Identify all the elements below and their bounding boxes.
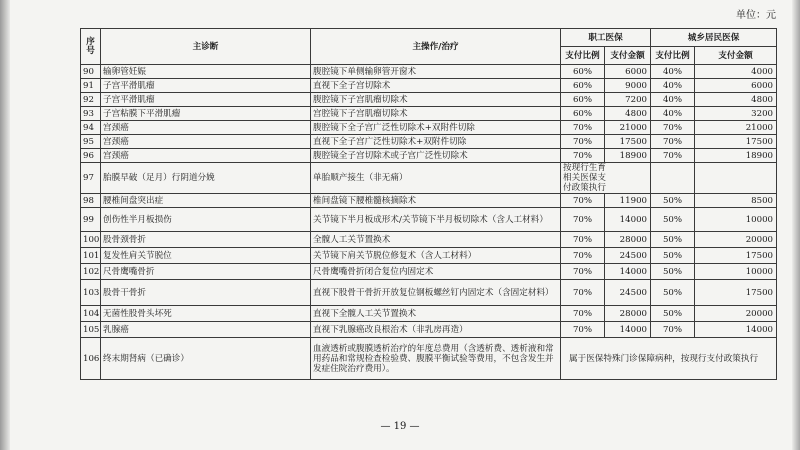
row-diagnosis: 无菌性股骨头坏死: [101, 306, 311, 322]
row-emp-amount: 11900: [605, 194, 651, 208]
row-res-amount: 6000: [695, 79, 777, 93]
row-procedure: 直视下全子宫广泛性切除术+双附件切除: [311, 135, 561, 149]
row-procedure: 腹腔镜下全子宫广泛性切除术+双附件切除: [311, 121, 561, 135]
row-res-amount: 17500: [695, 135, 777, 149]
row-res-amount: 17500: [695, 248, 777, 264]
page-number: — 19 —: [380, 421, 420, 432]
header-no: 序号: [81, 29, 101, 65]
header-diagnosis: 主诊断: [101, 29, 311, 65]
row-no: 101: [81, 248, 101, 264]
row-res-ratio: 50%: [651, 232, 695, 248]
row-diagnosis: 子宫平滑肌瘤: [101, 79, 311, 93]
page-left-shadow: [0, 0, 10, 450]
row-res-ratio: [651, 163, 695, 194]
row-res-ratio: 50%: [651, 280, 695, 306]
row-diagnosis: 宫颈癌: [101, 149, 311, 163]
table-row: [81, 79, 777, 93]
page-right-shadow: [792, 0, 800, 450]
table-row: [81, 163, 777, 194]
row-emp-amount: 21000: [605, 121, 651, 135]
row-emp-ratio: 70%: [561, 322, 605, 338]
row-no: 105: [81, 322, 101, 338]
table-row: [81, 121, 777, 135]
row-diagnosis: 复发性肩关节脱位: [101, 248, 311, 264]
row-procedure: 直视下股骨干骨折开放复位钢板螺丝钉内固定术（含固定材料）: [311, 280, 561, 306]
row-emp-ratio: 60%: [561, 107, 605, 121]
row-no: 95: [81, 135, 101, 149]
row-emp-amount: 28000: [605, 306, 651, 322]
unit-label: 单位：元: [736, 10, 776, 21]
row-procedure: 直视下乳腺癌改良根治术（非乳房再造）: [311, 322, 561, 338]
row-diagnosis: 尺骨鹰嘴骨折: [101, 264, 311, 280]
row-no: 103: [81, 280, 101, 306]
header-emp-ratio: 支付比例: [561, 47, 605, 65]
row-res-amount: 14000: [695, 322, 777, 338]
row-res-ratio: 70%: [651, 121, 695, 135]
row-procedure: 关节镜下半月板成形术/关节镜下半月板切除术（含人工材料）: [311, 208, 561, 232]
row-no: 91: [81, 79, 101, 93]
row-no: 90: [81, 65, 101, 79]
table-row: [81, 149, 777, 163]
row-emp-ratio: 60%: [561, 65, 605, 79]
row-res-ratio: 70%: [651, 322, 695, 338]
row-emp-amount: 14000: [605, 264, 651, 280]
row-diagnosis: 终末期肾病（已确诊）: [101, 338, 311, 380]
row-diagnosis: 子宫粘膜下平滑肌瘤: [101, 107, 311, 121]
row-procedure: 关节镜下肩关节脱位修复术（含人工材料）: [311, 248, 561, 264]
row-emp-ratio: 60%: [561, 79, 605, 93]
row-res-ratio: 40%: [651, 65, 695, 79]
header-employee: 职工医保: [561, 29, 651, 47]
table-row: [81, 322, 777, 338]
row-res-amount: 4800: [695, 93, 777, 107]
row-emp-ratio: 70%: [561, 208, 605, 232]
table-row: [81, 135, 777, 149]
payment-table: [80, 28, 777, 380]
row-emp-ratio: 70%: [561, 280, 605, 306]
table-row: [81, 107, 777, 121]
row-diagnosis: 胎膜早破（足月）行阴道分娩: [101, 163, 311, 194]
row-res-amount: [695, 163, 777, 194]
table-row: [81, 208, 777, 232]
row-no: 102: [81, 264, 101, 280]
row-procedure: 直视下全子宫切除术: [311, 79, 561, 93]
row-procedure: 腹腔镜下单侧输卵管开窗术: [311, 65, 561, 79]
row-res-ratio: 70%: [651, 149, 695, 163]
row-emp-amount: 6000: [605, 65, 651, 79]
row-procedure: 腹腔镜下子宫肌瘤切除术: [311, 93, 561, 107]
row-emp-ratio: 70%: [561, 135, 605, 149]
row-res-ratio: 40%: [651, 93, 695, 107]
row-diagnosis: 股骨颈骨折: [101, 232, 311, 248]
row-emp-amount: 7200: [605, 93, 651, 107]
table-row: [81, 280, 777, 306]
row-res-amount: 17500: [695, 280, 777, 306]
row-emp-amount: 14000: [605, 322, 651, 338]
row-emp-ratio: 70%: [561, 121, 605, 135]
row-maternity-policy: 按现行生育相关医保支付政策执行: [561, 163, 651, 194]
row-diagnosis: 宫颈癌: [101, 135, 311, 149]
row-diagnosis: 宫颈癌: [101, 121, 311, 135]
row-procedure: 椎间盘镜下腰椎髓核摘除术: [311, 194, 561, 208]
row-diagnosis: 股骨干骨折: [101, 280, 311, 306]
row-no: 92: [81, 93, 101, 107]
row-emp-ratio: 70%: [561, 248, 605, 264]
row-emp-amount: 28000: [605, 232, 651, 248]
row-no: 97: [81, 163, 101, 194]
row-res-ratio: 70%: [651, 135, 695, 149]
row-no: 94: [81, 121, 101, 135]
row-res-amount: 20000: [695, 232, 777, 248]
table-row: [81, 306, 777, 322]
row-no: 96: [81, 149, 101, 163]
row-res-ratio: 50%: [651, 208, 695, 232]
row-procedure: 尺骨鹰嘴骨折闭合复位内固定术: [311, 264, 561, 280]
row-emp-ratio: 70%: [561, 264, 605, 280]
table-row: [81, 248, 777, 264]
table-row: [81, 65, 777, 79]
header-res-amount: 支付金额: [695, 47, 777, 65]
row-procedure: 全髋人工关节置换术: [311, 232, 561, 248]
row-no: 93: [81, 107, 101, 121]
row-no: 106: [81, 338, 101, 380]
row-emp-amount: 17500: [605, 135, 651, 149]
row-diagnosis: 腰椎间盘突出症: [101, 194, 311, 208]
row-res-ratio: 50%: [651, 194, 695, 208]
row-diagnosis: 输卵管妊娠: [101, 65, 311, 79]
row-special-outpatient-policy: 属于医保特殊门诊保障病种，按现行支付政策执行: [561, 338, 777, 380]
row-no: 98: [81, 194, 101, 208]
table-row: [81, 338, 777, 380]
row-emp-ratio: 70%: [561, 232, 605, 248]
header-resident: 城乡居民医保: [651, 29, 777, 47]
row-emp-amount: 24500: [605, 280, 651, 306]
table-row: [81, 194, 777, 208]
header-procedure: 主操作/治疗: [311, 29, 561, 65]
row-procedure: 直视下全髋人工关节置换术: [311, 306, 561, 322]
row-emp-amount: 18900: [605, 149, 651, 163]
row-procedure: 腹腔镜全子宫切除术或子宫广泛性切除术: [311, 149, 561, 163]
row-res-amount: 8500: [695, 194, 777, 208]
row-no: 104: [81, 306, 101, 322]
row-procedure: 单胎顺产接生（非无痛）: [311, 163, 561, 194]
row-res-ratio: 50%: [651, 264, 695, 280]
row-res-ratio: 50%: [651, 306, 695, 322]
row-res-amount: 10000: [695, 264, 777, 280]
row-no: 99: [81, 208, 101, 232]
row-emp-ratio: 70%: [561, 149, 605, 163]
table-row: [81, 232, 777, 248]
header-emp-amount: 支付金额: [605, 47, 651, 65]
row-procedure: 宫腔镜下子宫肌瘤切除术: [311, 107, 561, 121]
row-res-amount: 18900: [695, 149, 777, 163]
row-emp-ratio: 60%: [561, 93, 605, 107]
table-row: [81, 93, 777, 107]
row-emp-ratio: 70%: [561, 194, 605, 208]
row-diagnosis: 子宫平滑肌瘤: [101, 93, 311, 107]
row-diagnosis: 创伤性半月板损伤: [101, 208, 311, 232]
row-res-amount: 21000: [695, 121, 777, 135]
row-res-ratio: 50%: [651, 248, 695, 264]
row-res-amount: 3200: [695, 107, 777, 121]
row-emp-amount: 24500: [605, 248, 651, 264]
row-no: 100: [81, 232, 101, 248]
table-row: [81, 264, 777, 280]
row-diagnosis: 乳腺癌: [101, 322, 311, 338]
row-emp-amount: 4800: [605, 107, 651, 121]
row-res-ratio: 40%: [651, 107, 695, 121]
row-res-amount: 10000: [695, 208, 777, 232]
row-res-ratio: 40%: [651, 79, 695, 93]
row-res-amount: 4000: [695, 65, 777, 79]
row-emp-amount: 9000: [605, 79, 651, 93]
row-procedure: 血液透析或腹膜透析治疗的年度总费用（含透析费、透析液和常用药品和常规检查检验费、腹膜平衡试验等费用，不包含发生并发症住院治疗费用）。: [311, 338, 561, 380]
row-emp-amount: 14000: [605, 208, 651, 232]
header-res-ratio: 支付比例: [651, 47, 695, 65]
row-res-amount: 20000: [695, 306, 777, 322]
row-emp-ratio: 70%: [561, 306, 605, 322]
